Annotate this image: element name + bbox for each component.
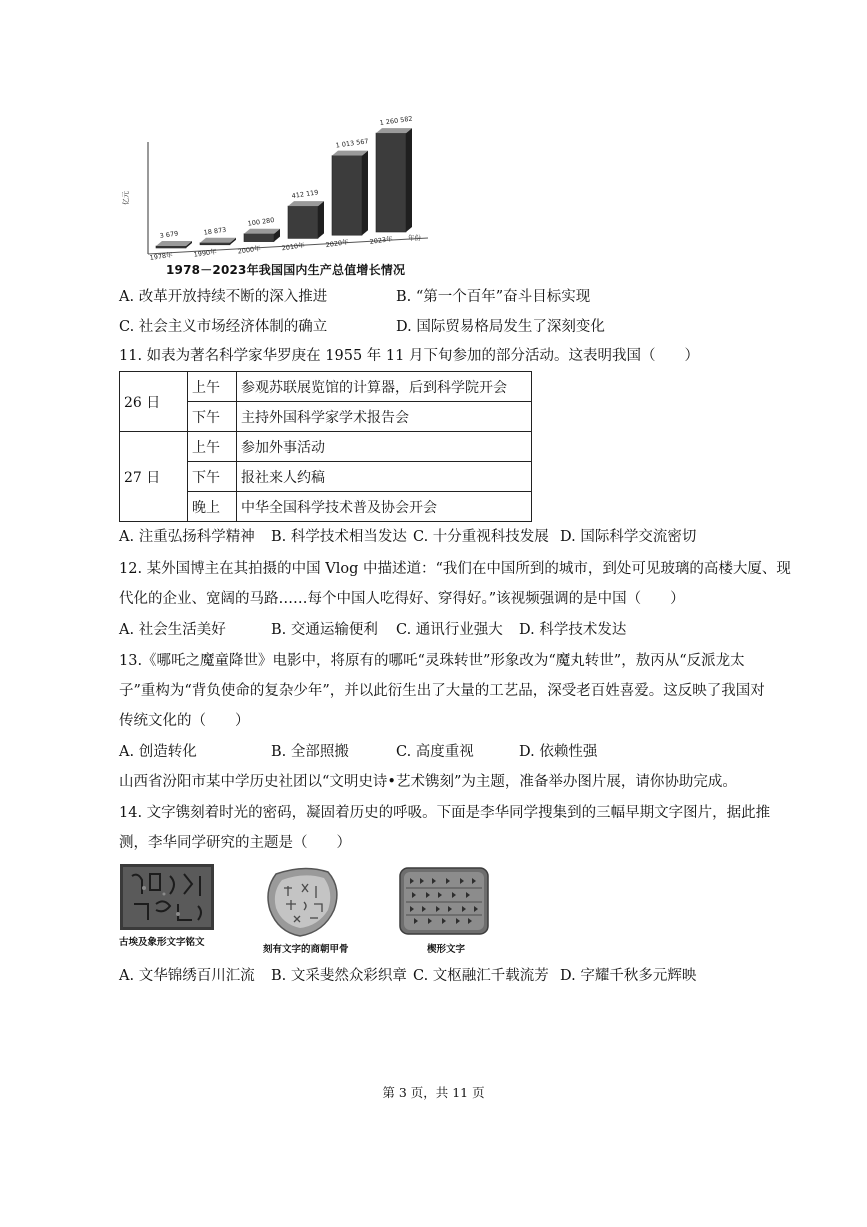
table-slot-cell: 下午 [188, 402, 237, 432]
bar [200, 243, 230, 245]
bar-top [376, 128, 412, 133]
chart-title: 1978－2023年我国国内生产总值增长情况 [166, 263, 406, 277]
x-tick-label: 2020年 [325, 238, 350, 250]
activity-table [119, 371, 532, 522]
table-activity-cell: 中华全国科学技术普及协会开会 [237, 492, 532, 522]
q11-option-a: A. 注重弘扬科学精神 [119, 529, 255, 545]
page-footer: 第 3 页，共 11 页 [382, 1085, 485, 1100]
egyptian-hieroglyph-image [120, 864, 214, 930]
table-slot-cell: 下午 [188, 462, 237, 492]
bar-top [156, 241, 192, 246]
table-activity-cell: 主持外国科学家学术报告会 [237, 402, 532, 432]
section-intro: 山西省汾阳市某中学历史社团以“文明史诗•艺术镌刻”为主题，准备举办图片展，请你协助完成。 [119, 774, 737, 790]
table-slot-cell: 上午 [188, 372, 237, 402]
table-activity-cell: 参加外事活动 [237, 432, 532, 462]
x-tick-label: 2010年 [281, 241, 306, 253]
q12-option-c: C. 通讯行业强大 [396, 622, 503, 638]
bar-value-label: 412 119 [291, 188, 319, 201]
bar-side [318, 201, 324, 238]
q14-line-2: 测，李华同学研究的主题是（ ） [119, 835, 351, 851]
q13-line-1: 13.《哪吒之魔童降世》电影中，将原有的哪吒“灵珠转世”形象改为“魔丸转世”，敖丙从“反派龙太 [119, 653, 745, 669]
bar-value-label: 1 013 567 [335, 137, 370, 150]
table-activity-cell: 参观苏联展览馆的计算器，后到科学院开会 [237, 372, 532, 402]
q11-option-b: B. 科学技术相当发达 [271, 529, 407, 545]
gdp-bar-chart [118, 114, 428, 276]
table-slot-cell: 上午 [188, 432, 237, 462]
q10-option-c: C. 社会主义市场经济体制的确立 [119, 319, 328, 335]
table-activity-cell: 报社来人约稿 [237, 462, 532, 492]
bar-top [332, 151, 368, 156]
q14-option-a: A. 文华锦绣百川汇流 [119, 968, 255, 984]
bar-top [200, 238, 236, 243]
bar [156, 246, 186, 248]
table-day-cell: 27 日 [120, 432, 188, 522]
q13-option-a: A. 创造转化 [119, 744, 197, 760]
caption-oracle-bone: 刻有文字的商朝甲骨 [263, 944, 349, 955]
bar [288, 206, 318, 238]
bar-value-label: 1 260 582 [379, 114, 414, 128]
q14-option-d: D. 字耀千秋多元辉映 [560, 968, 697, 984]
table-day-cell: 26 日 [120, 372, 188, 432]
x-tick-label: 1978年 [149, 250, 174, 262]
q12-option-d: D. 科学技术发达 [519, 622, 627, 638]
q11-option-d: D. 国际科学交流密切 [560, 529, 697, 545]
q12-line-1: 12. 某外国博主在其拍摄的中国 Vlog 中描述道：“我们在中国所到的城市，到处可见玻璃的高楼大厦、现 [119, 561, 791, 577]
oracle-bone-image [264, 866, 342, 938]
table-row [120, 372, 532, 402]
q10-option-b: B. “第一个百年”奋斗目标实现 [396, 289, 591, 305]
x-axis-label: 年份 [408, 234, 421, 242]
y-axis-label: 亿元 [122, 191, 130, 205]
q14-option-c: C. 文枢融汇千载流芳 [413, 968, 549, 984]
q10-option-a: A. 改革开放持续不断的深入推进 [119, 289, 328, 305]
bar [376, 133, 406, 232]
caption-cuneiform: 楔形文字 [427, 944, 466, 955]
q13-line-2: 子”重构为“背负使命的复杂少年”，并以此衍生出了大量的工艺品，深受老百姓喜爱。这反映了我国对 [119, 683, 765, 699]
bar-side [406, 128, 412, 232]
x-tick-label: 2000年 [237, 244, 262, 256]
bar-value-label: 18 873 [203, 225, 227, 237]
bar-side [362, 151, 368, 236]
table-row [120, 432, 532, 462]
x-tick-label: 2023年 [369, 234, 394, 246]
q11-stem: 11. 如表为著名科学家华罗庚在 1955 年 11 月下旬参加的部分活动。这表明我国（ ） [119, 348, 699, 364]
q12-option-a: A. 社会生活美好 [119, 622, 226, 638]
q13-option-d: D. 依赖性强 [519, 744, 598, 760]
q13-option-b: B. 全部照搬 [271, 744, 349, 760]
q11-option-c: C. 十分重视科技发展 [413, 529, 549, 545]
bar-value-label: 100 280 [247, 216, 275, 228]
cuneiform-tablet-image [398, 866, 490, 936]
q12-option-b: B. 交通运输便利 [271, 622, 378, 638]
table-slot-cell: 晚上 [188, 492, 237, 522]
q14-line-1: 14. 文字镌刻着时光的密码，凝固着历史的呼吸。下面是李华同学搜集到的三幅早期文字图片，据此推 [119, 805, 771, 821]
q10-option-d: D. 国际贸易格局发生了深刻变化 [396, 319, 605, 335]
q14-option-b: B. 文采斐然众彩织章 [271, 968, 407, 984]
bar-top [288, 201, 324, 206]
bar [332, 156, 362, 236]
x-tick-label: 1990年 [193, 247, 218, 259]
bar-top [244, 229, 280, 234]
caption-egyptian: 古埃及象形文字铭文 [119, 937, 205, 948]
q13-line-3: 传统文化的（ ） [119, 713, 250, 729]
bar-value-label: 3 679 [159, 229, 179, 240]
q13-option-c: C. 高度重视 [396, 744, 474, 760]
bar [244, 234, 274, 242]
q12-line-2: 代化的企业、宽阔的马路……每个中国人吃得好、穿得好。”该视频强调的是中国（ ） [119, 591, 685, 607]
